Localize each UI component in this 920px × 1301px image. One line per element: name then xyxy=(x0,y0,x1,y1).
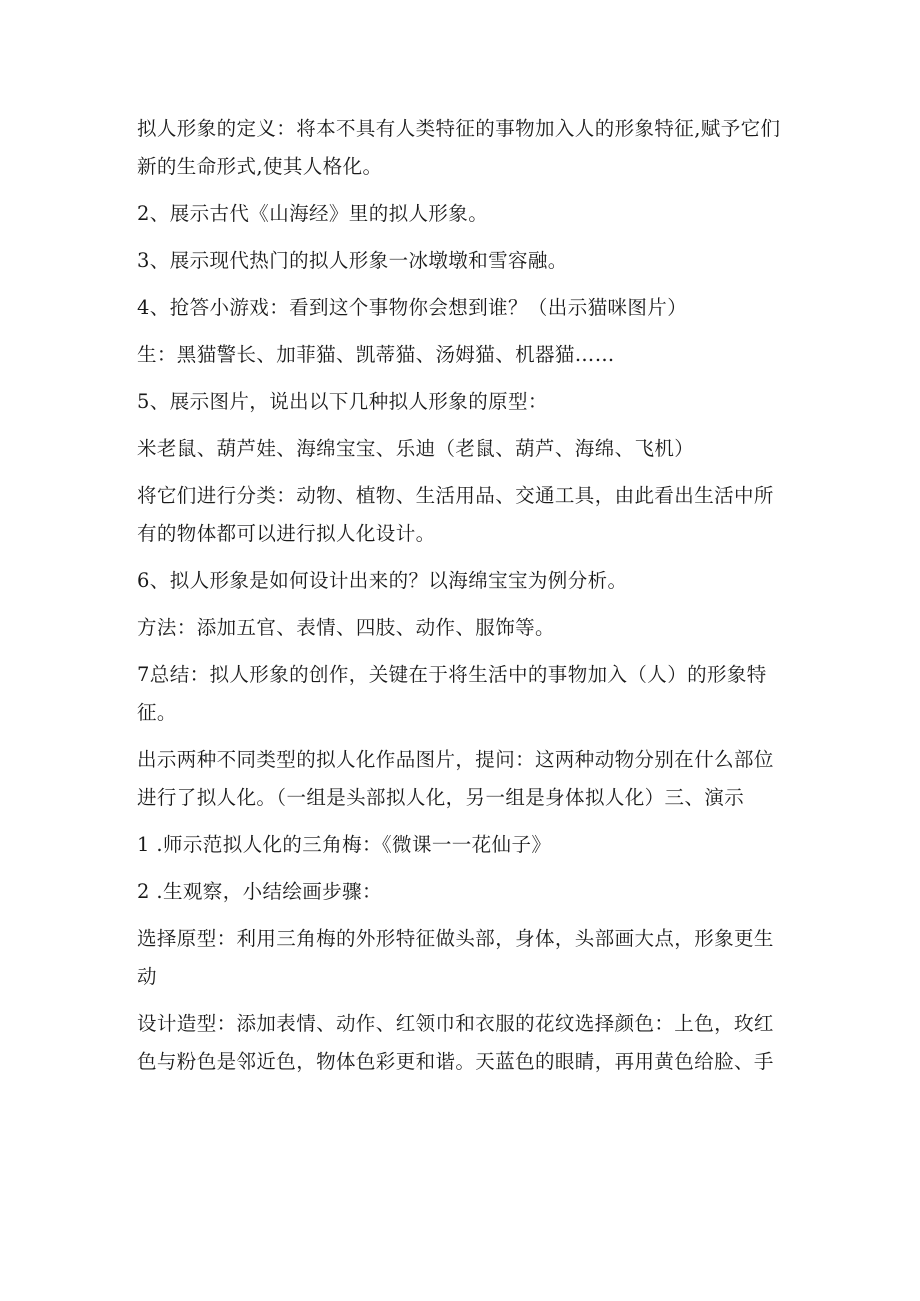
paragraph-student-answer: 生：黑猫警长、加菲猫、凯蒂猫、汤姆猫、机器猫…… xyxy=(137,343,615,366)
paragraph-definition: 拟人形象的定义：将本不具有人类特征的事物加入人的形象特征,赋予它们新的生命形式,使其人格化。 xyxy=(137,117,781,178)
paragraph-classification: 将它们进行分类：动物、植物、生活用品、交通工具，由此看出生活中所有的物体都可以进行拟人化设计。 xyxy=(137,484,774,545)
paragraph-design-shape: 设计造型：添加表情、动作、红领巾和衣服的花纹选择颜色：上色，玫红色与粉色是邻近色，物体色彩更和谐。天蓝色的眼睛，再用黄色给脸、手 xyxy=(137,1012,774,1073)
paragraph-method: 方法：添加五官、表情、四肢、动作、服饰等。 xyxy=(137,616,555,639)
document-body xyxy=(137,110,787,1090)
paragraph-step-3: 3、展示现代热门的拟人形象一冰墩墩和雪容融。 xyxy=(137,249,568,272)
paragraph-demo-2: 2 .生观察，小结绘画步骤： xyxy=(137,880,382,903)
paragraph-prototypes: 米老鼠、葫芦娃、海绵宝宝、乐迪（老鼠、葫芦、海绵、飞机） xyxy=(137,437,695,460)
paragraph-summary: 7总结：拟人形象的创作，关键在于将生活中的事物加入（人）的形象特征。 xyxy=(137,663,767,724)
paragraph-step-4: 4、抢答小游戏：看到这个事物你会想到谁？（出示猫咪图片） xyxy=(137,296,688,319)
paragraph-step-5: 5、展示图片，说出以下几种拟人形象的原型： xyxy=(137,390,548,413)
paragraph-step-6: 6、拟人形象是如何设计出来的？以海绵宝宝为例分析。 xyxy=(137,569,628,592)
paragraph-step-2: 2、展示古代《山海经》里的拟人形象。 xyxy=(137,202,489,225)
paragraph-comparison: 出示两种不同类型的拟人化作品图片，提问：这两种动物分别在什么部位进行了拟人化。（一组是头部拟人化，另一组是身体拟人化）三、演示 xyxy=(137,748,774,809)
paragraph-demo-1: 1 .师示范拟人化的三角梅：《微课一一花仙子》 xyxy=(137,833,552,856)
paragraph-choose-prototype: 选择原型：利用三角梅的外形特征做头部，身体，头部画大点，形象更生动 xyxy=(137,927,774,988)
